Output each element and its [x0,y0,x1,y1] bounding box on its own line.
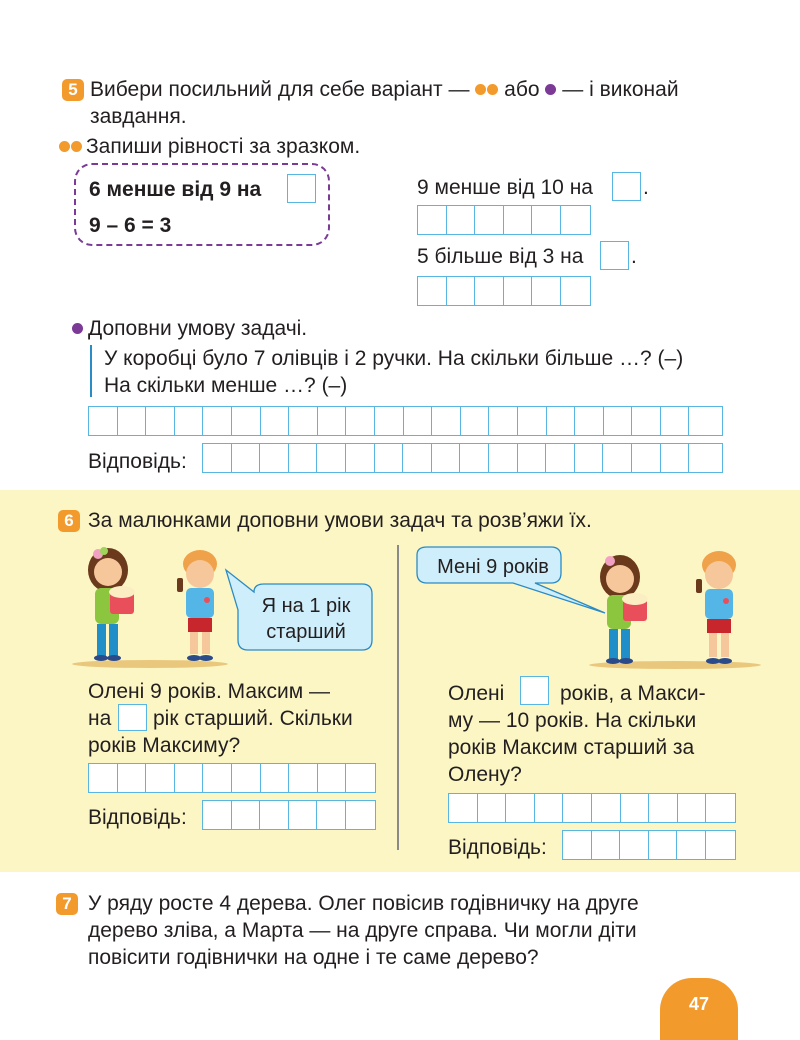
problem-bracket [90,345,92,397]
boy-figure [177,550,217,661]
grid-cell[interactable] [489,407,518,435]
task7-line1: У ряду росте 4 дерева. Олег повісив годівничку на друге [88,892,639,915]
grid-cell[interactable] [432,407,461,435]
bubble-right-text: Мені 9 років [437,556,549,578]
grid-cell[interactable] [317,444,346,472]
task7-line3: повісити годівнички на одне і те саме дерево? [88,946,539,969]
right-problem-line1a: Олені [448,682,505,705]
grid-cell[interactable] [689,407,718,435]
left-problem-line1: Олені 9 років. Максим — [88,680,331,703]
grid-cell[interactable] [506,794,535,822]
period: . [631,245,637,268]
grid-cell[interactable] [289,764,318,792]
orange-double-dot-icon [59,140,82,158]
grid-cell[interactable] [118,764,147,792]
answer-grid[interactable] [202,800,376,830]
grid-cell[interactable] [661,407,690,435]
left-problem-line3: років Максиму? [88,734,241,757]
solution-grid[interactable] [88,763,376,793]
grid-cell[interactable] [346,407,375,435]
grid-cell[interactable] [118,407,147,435]
task5-instruction-line1 [90,76,679,103]
boy-figure [696,551,736,664]
grid-cell[interactable] [632,407,661,435]
grid-cell[interactable] [260,444,289,472]
grid-cell[interactable] [649,794,678,822]
answer-grid[interactable] [562,830,736,860]
task5-instruction-part2: — і виконай [562,78,679,101]
answer-cell[interactable] [287,174,316,203]
solution-grid[interactable] [448,793,736,823]
grid-cell[interactable] [404,407,433,435]
grid-cell[interactable] [203,407,232,435]
grid-cell[interactable] [203,444,232,472]
grid-cell[interactable] [146,407,175,435]
right-problem-line2: му — 10 років. На скільки [448,709,697,732]
problem-line2: На скільки менше …? (–) [104,374,348,397]
right-problem-line1b: років, а Макси- [560,682,706,705]
task5-instruction-or: або [504,78,540,101]
grid-cell[interactable] [203,764,232,792]
answer-label: Відповідь: [88,450,187,473]
grid-cell[interactable] [146,764,175,792]
grid-cell[interactable] [478,794,507,822]
bubble-left-line2: старший [266,621,346,643]
task-number-7: 7 [56,893,78,915]
grid-cell[interactable] [449,794,478,822]
grid-cell[interactable] [232,444,261,472]
girl-figure [88,547,135,661]
answer-grid[interactable] [417,276,591,306]
girl-figure [600,555,648,664]
bubble-left-line1: Я на 1 рік [261,595,351,617]
grid-cell[interactable] [603,444,632,472]
right-problem-line3: років Максим старший за [448,736,695,759]
grid-cell[interactable] [289,444,318,472]
grid-cell[interactable] [575,407,604,435]
grid-cell[interactable] [403,444,432,472]
question-line2: 5 більше від 3 на [417,245,584,268]
grid-cell[interactable] [175,764,204,792]
grid-cell[interactable] [375,407,404,435]
grid-cell[interactable] [604,407,633,435]
grid-cell[interactable] [89,407,118,435]
period: . [643,176,649,199]
grid-cell[interactable] [175,407,204,435]
right-problem-line4: Олену? [448,763,522,786]
grid-cell[interactable] [232,407,261,435]
grid-cell[interactable] [563,794,592,822]
grid-cell[interactable] [575,444,604,472]
answer-cell[interactable] [600,241,629,270]
purple-dot-icon [72,322,83,340]
grid-cell[interactable] [546,444,575,472]
answer-cell[interactable] [520,676,549,705]
task5-instruction-line2: завдання. [90,105,187,128]
grid-cell[interactable] [375,444,404,472]
grid-cell[interactable] [592,794,621,822]
grid-cell[interactable] [706,794,735,822]
column-divider [397,545,399,850]
left-problem-line2b: рік старший. Скільки [153,707,353,730]
grid-cell[interactable] [547,407,576,435]
purple-dot-icon [545,78,556,101]
grid-cell[interactable] [661,444,690,472]
grid-cell[interactable] [89,764,118,792]
task6-title: За малюнками доповни умови задач та розв’яжи їх. [88,509,592,532]
left-problem-line2a: на [88,707,112,730]
grid-cell[interactable] [689,444,718,472]
task-number-6: 6 [58,510,80,532]
grid-cell[interactable] [461,407,490,435]
page-number: 47 [688,994,710,1014]
problem-line1: У коробці було 7 олівців і 2 ручки. На скільки більше …? (–) [104,347,684,370]
grid-cell[interactable] [432,444,461,472]
grid-cell[interactable] [232,764,261,792]
answer-label: Відповідь: [448,836,547,859]
question-line1: 9 менше від 10 на [417,176,593,199]
hard-variant-header: Доповни умову задачі. [88,317,308,340]
grid-cell[interactable] [489,444,518,472]
answer-cell[interactable] [612,172,641,201]
orange-double-dot-icon [475,78,498,101]
grid-cell[interactable] [678,794,707,822]
easy-variant-header: Запиши рівності за зразком. [86,135,361,158]
example-line1: 6 менше від 9 на [89,178,262,201]
answer-cell[interactable] [118,704,147,731]
grid-cell[interactable] [318,764,347,792]
grid-cell[interactable] [621,794,650,822]
answer-grid[interactable] [417,205,591,235]
grid-cell[interactable] [460,444,489,472]
grid-cell[interactable] [261,407,290,435]
grid-cell[interactable] [318,407,347,435]
example-line2: 9 – 6 = 3 [89,214,172,237]
grid-cell[interactable] [518,407,547,435]
task5-instruction-part1: Вибери посильний для себе варіант — [90,78,470,101]
grid-cell[interactable] [346,764,375,792]
grid-cell[interactable] [346,444,375,472]
grid-cell[interactable] [289,407,318,435]
answer-grid[interactable] [202,443,723,473]
grid-cell[interactable] [518,444,547,472]
answer-label: Відповідь: [88,806,187,829]
solution-grid[interactable] [88,406,723,436]
task7-line2: дерево зліва, а Марта — на друге справа. Чи могли діти [88,919,637,942]
task-number-5: 5 [62,79,84,101]
grid-cell[interactable] [535,794,564,822]
grid-cell[interactable] [632,444,661,472]
grid-cell[interactable] [261,764,290,792]
